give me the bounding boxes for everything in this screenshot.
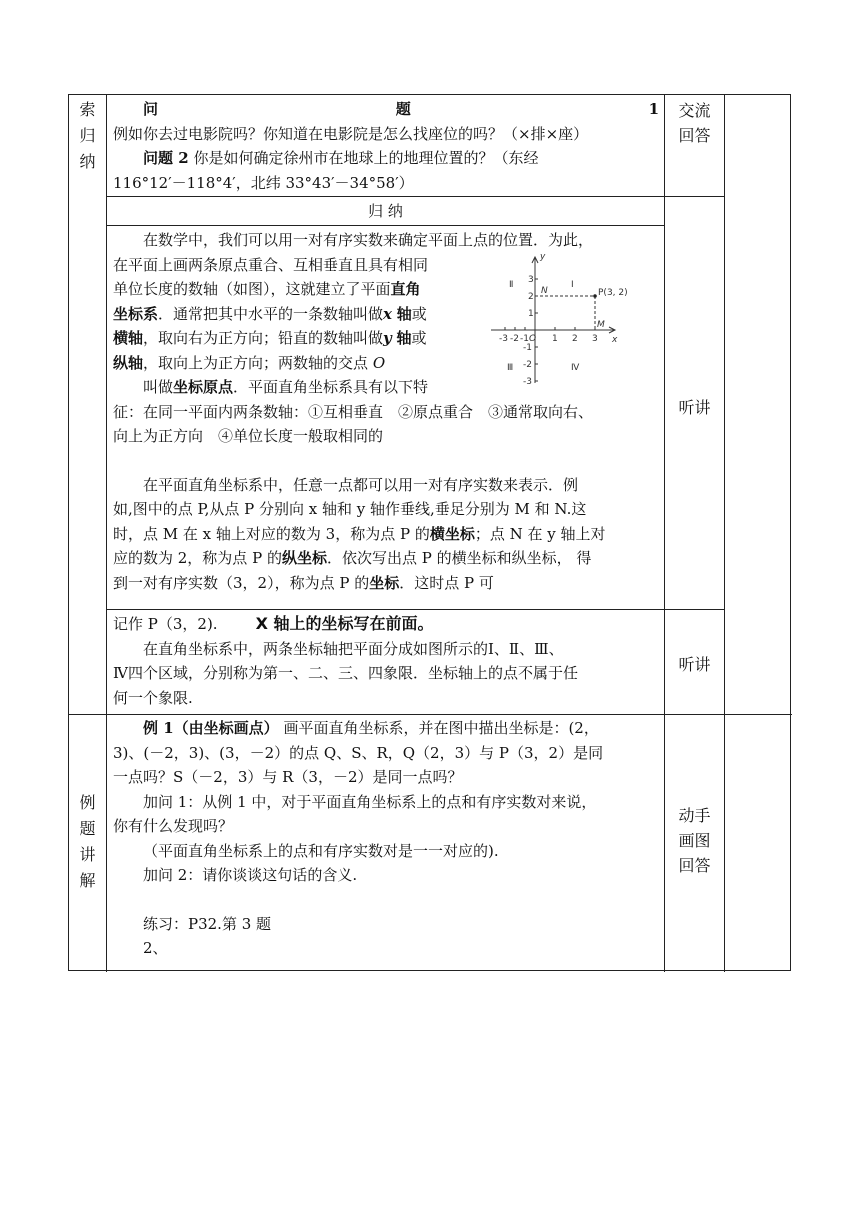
paragraph-line: 一点吗？S（－2，3）与 R（3，－2）是同一点吗？: [113, 768, 463, 786]
practice-item: 2、: [143, 939, 168, 957]
followup-2: 加问 2：请你谈谈这句话的含义.: [143, 866, 358, 884]
divider: [106, 609, 725, 610]
paragraph-line: 应的数为 2，称为点 P 的纵坐标．依次写出点 P 的横坐标和纵坐标， 得: [113, 549, 592, 567]
paragraph-line: 坐标系．通常把其中水平的一条数轴叫做x 轴或: [113, 304, 427, 323]
lesson-table: [68, 94, 791, 971]
x-tick: 1: [552, 334, 558, 344]
activity-listen: 听讲: [678, 398, 711, 417]
paragraph-line: 记作 P（3，2). X 轴上的坐标写在前面。: [113, 614, 434, 633]
x-tick: -1: [520, 334, 529, 344]
quadrant-text: [113, 612, 659, 710]
y-tick: 3: [528, 275, 534, 285]
paragraph-line: 征：在同一平面内两条数轴：①互相垂直 ②原点重合 ③通常取向右、: [113, 402, 594, 421]
y-tick: -3: [523, 377, 532, 387]
section-label-examples: 例 题 讲 解: [79, 793, 96, 890]
quadrant-label: Ⅳ: [571, 363, 580, 373]
example-block: [113, 716, 659, 961]
quadrant-label: Ⅱ: [509, 280, 514, 290]
x-tick: -3: [499, 334, 508, 344]
y-axis-label: y: [540, 252, 546, 262]
summary-title: 归 纳: [368, 202, 403, 220]
paragraph-line: 横轴，取向右为正方向；铅直的数轴叫做y 轴或: [113, 329, 427, 347]
paragraph-line: 单位长度的数轴（如图），这就建立了平面直角: [113, 280, 421, 298]
example-1: 例 1（由坐标画点） 画平面直角坐标系，并在图中描出坐标是：(2，: [143, 719, 599, 737]
y-tick: -2: [523, 360, 532, 370]
divider: [106, 95, 107, 972]
point-p: [593, 294, 597, 298]
x-tick: -2: [510, 334, 519, 344]
question-1: 问题1 例如你去过电影院吗？你知道在电影院是怎么找座位的吗？（×排×座）: [113, 100, 659, 143]
quadrant-label: Ⅰ: [571, 280, 574, 290]
paragraph-line: 在平面直角坐标系中，任意一点都可以用一对有序实数来表示．例: [143, 475, 579, 494]
x-tick: 3: [592, 334, 598, 344]
paragraph-line: 到一对有序实数（3，2），称为点 P 的坐标．这时点 P 可: [113, 573, 494, 592]
y-tick: 2: [528, 292, 534, 302]
paragraph-line: 何一个象限.: [113, 688, 193, 707]
paragraph-line: 叫做坐标原点．平面直角坐标系具有以下特: [143, 378, 429, 396]
x-axis-label: x: [612, 335, 618, 345]
paragraph-line: Ⅳ四个区域，分别称为第一、二、三、四象限．坐标轴上的点不属于任: [113, 664, 578, 682]
paragraph-line: 向上为正方向 ④单位长度一般取相同的: [113, 427, 384, 445]
section-label-induction: 索 归 纳: [79, 100, 96, 171]
x-tick: 2: [572, 334, 578, 344]
divider: [724, 95, 725, 972]
questions-block: [113, 97, 659, 195]
divider: [106, 196, 725, 197]
point-p-label: P(3, 2): [598, 288, 628, 298]
practice: 练习：P32.第 3 题: [143, 914, 272, 933]
y-tick: -1: [523, 343, 532, 353]
n-label: N: [541, 286, 548, 296]
paragraph-line: 纵轴，取向上为正方向；两数轴的交点 O: [113, 353, 386, 372]
divider: [69, 714, 792, 715]
y-tick: 1: [528, 309, 534, 319]
question-2-coordinates: 116°12′－118°4′，北纬 33°43′－34°58′）: [113, 173, 414, 192]
followup-1: 加问 1：从例 1 中，对于平面直角坐标系上的点和有序实数对来说，: [143, 792, 597, 811]
paragraph-line: 在直角坐标系中，两条坐标轴把平面分成如图所示的Ⅰ、Ⅱ、Ⅲ、: [143, 639, 564, 658]
paragraph-line: 在平面上画两条原点重合、互相垂直且具有相同: [113, 255, 429, 274]
question-2: 问题 2 你是如何确定徐州市在地球上的地理位置的？（东经: [143, 149, 539, 167]
paragraph-line: （平面直角坐标系上的点和有序实数对是一一对应的).: [143, 841, 499, 860]
quadrant-label: Ⅲ: [507, 363, 514, 373]
activity-discuss: 交流 回答: [678, 101, 711, 145]
activity-listen: 听讲: [678, 655, 711, 674]
paragraph-line: 3)、(－2，3)、(3，－2）的点 Q、S、R，Q（2，3）与 P（3，2）是同: [113, 743, 604, 762]
paragraph-line: 在数学中，我们可以用一对有序实数来确定平面上点的位置．为此，: [143, 231, 594, 249]
coordinate-plane-figure: [487, 245, 628, 387]
activity-draw-answer: 动手 画图 回答: [678, 806, 711, 875]
paragraph-line: 时，点 M 在 x 轴上对应的数为 3，称为点 P 的横坐标；点 N 在 y 轴上对: [113, 524, 606, 543]
paragraph-line: 如,图中的点 P,从点 P 分别向 x 轴和 y 轴作垂线,垂足分别为 M 和 N.这: [113, 500, 587, 518]
paragraph-line: 你有什么发现吗？: [113, 817, 234, 835]
divider: [106, 225, 665, 226]
m-label: M: [597, 320, 605, 330]
origin-label: O: [529, 334, 537, 344]
